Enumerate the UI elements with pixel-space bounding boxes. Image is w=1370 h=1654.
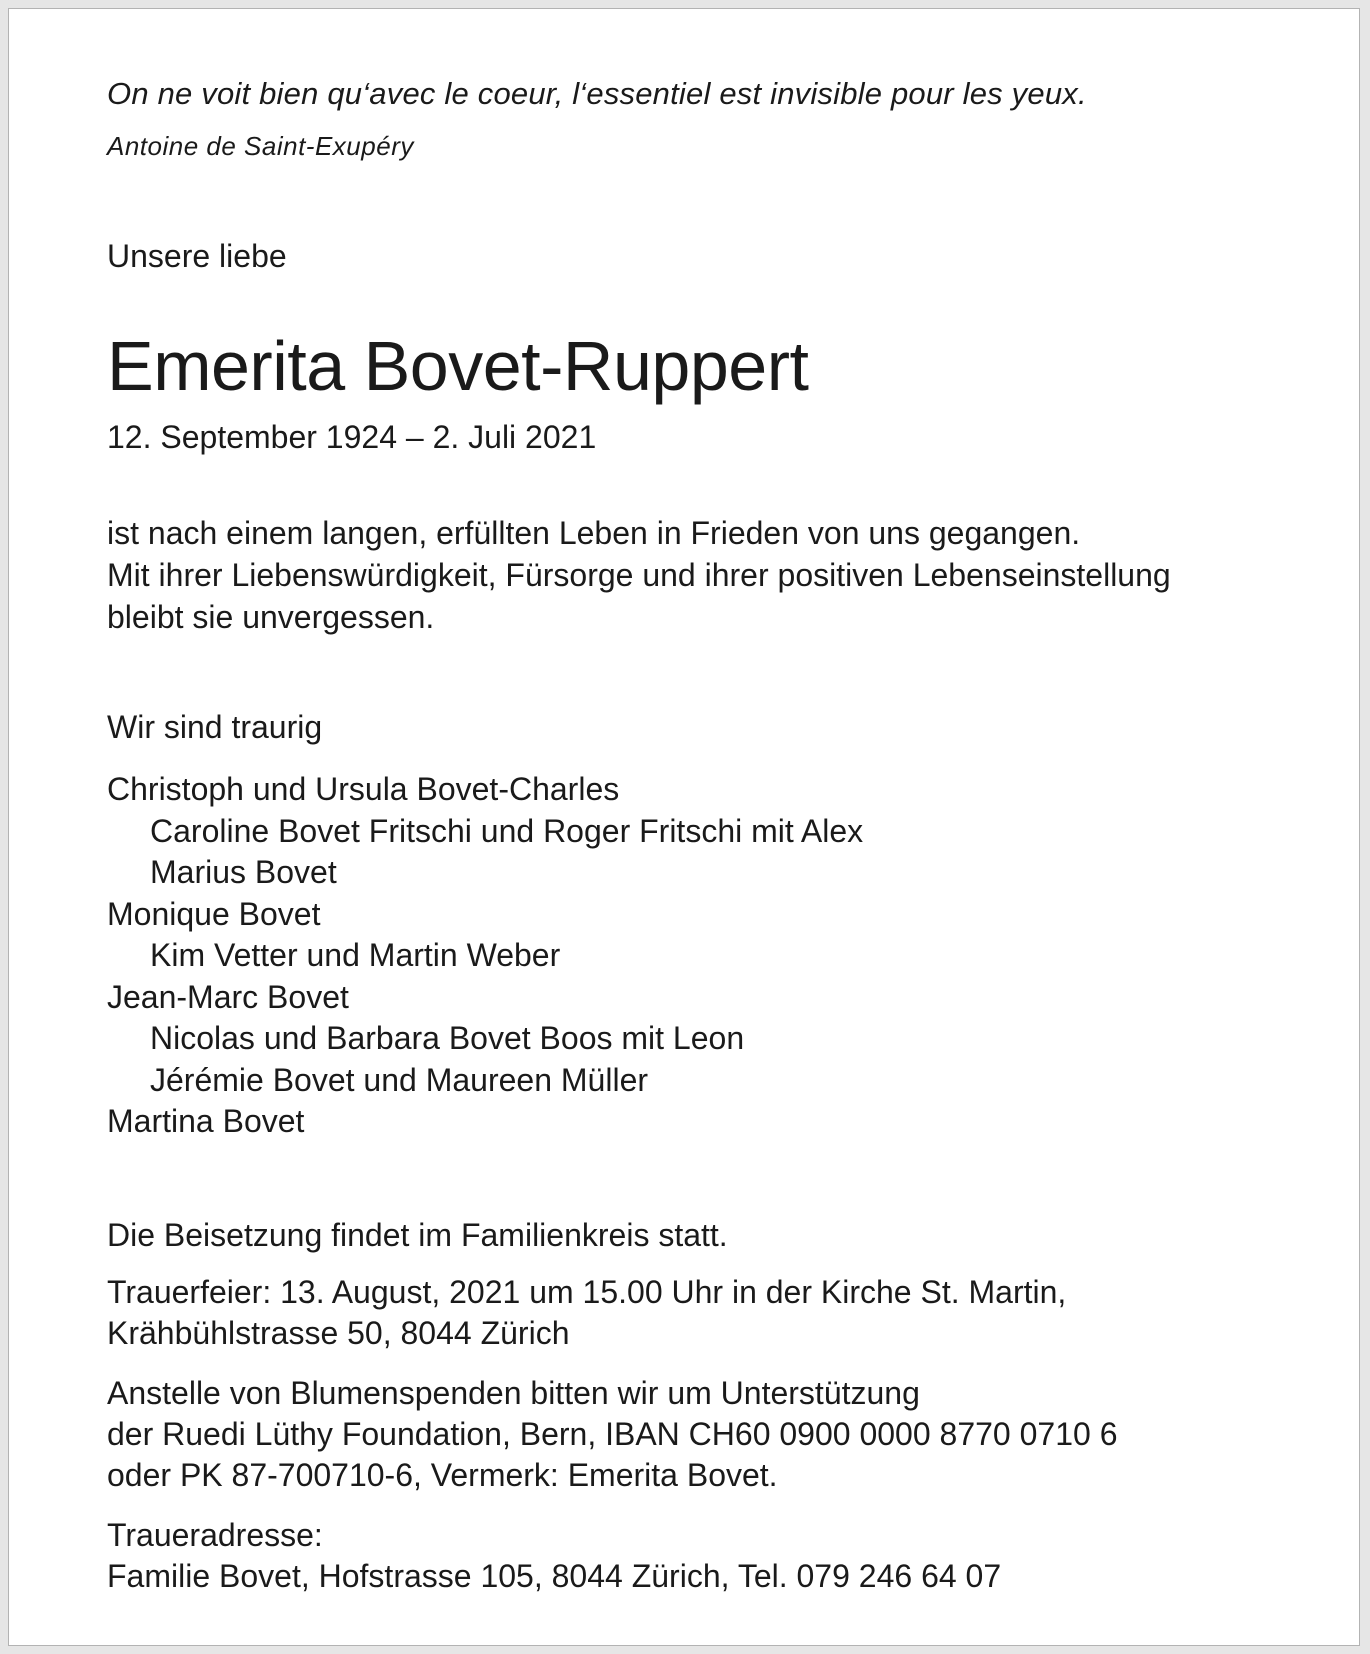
intro-text: Unsere liebe [107,238,287,274]
tribute-line: bleibt sie unvergessen. [107,599,435,635]
mourner: Kim Vetter und Martin Weber [150,937,561,973]
mourning-address [107,1515,1001,1597]
mourner: Caroline Bovet Fritschi und Roger Fritschi mit Alex [150,812,864,849]
ceremony-line: Trauerfeier: 13. August, 2021 um 15.00 Uhr in der Kirche St. Martin, [107,1274,1067,1310]
deceased-name: Emerita Bovet-Ruppert [107,327,809,405]
donation-line: Anstelle von Blumenspenden bitten wir um Unterstützung [107,1375,920,1411]
life-dates: 12. September 1924 – 2. Juli 2021 [107,419,597,455]
burial-notice: Die Beisetzung findet im Familienkreis statt. [107,1217,728,1253]
address-label: Traueradresse: [107,1517,323,1553]
donation-request [107,1373,1117,1496]
donation-line: der Ruedi Lüthy Foundation, Bern, IBAN CH60 0900 0000 8770 0710 6 [107,1416,1118,1452]
ceremony-details [107,1272,1066,1354]
epigraph-quote: On ne voit bien qu‘avec le coeur, l‘essentiel est invisible pour les yeux. [107,76,1087,111]
ceremony-line: Krähbühlstrasse 50, 8044 Zürich [107,1315,570,1351]
mourner: Marius Bovet [150,854,337,890]
mourner: Christoph und Ursula Bovet-Charles [107,771,620,807]
address-line: Familie Bovet, Hofstrasse 105, 8044 Zürich, Tel. 079 246 64 07 [107,1558,1002,1594]
mourner: Jérémie Bovet und Maureen Müller [150,1061,649,1098]
mourner: Nicolas und Barbara Bovet Boos mit Leon [150,1020,745,1056]
tribute-message [107,512,1171,638]
mourners-heading: Wir sind traurig [107,709,323,745]
epigraph-author: Antoine de Saint-Exupéry [107,131,414,161]
mourners-list [107,769,863,1143]
mourner: Martina Bovet [107,1103,305,1139]
tribute-line: Mit ihrer Liebenswürdigkeit, Fürsorge und ihrer positiven Lebenseinstellung [107,557,1171,593]
donation-line: oder PK 87-700710-6, Vermerk: Emerita Bovet. [107,1457,778,1493]
tribute-line: ist nach einem langen, erfüllten Leben in Frieden von uns gegangen. [107,515,1081,551]
mourner: Monique Bovet [107,895,321,932]
mourner: Jean-Marc Bovet [107,978,349,1015]
obituary-notice [8,8,1360,1646]
